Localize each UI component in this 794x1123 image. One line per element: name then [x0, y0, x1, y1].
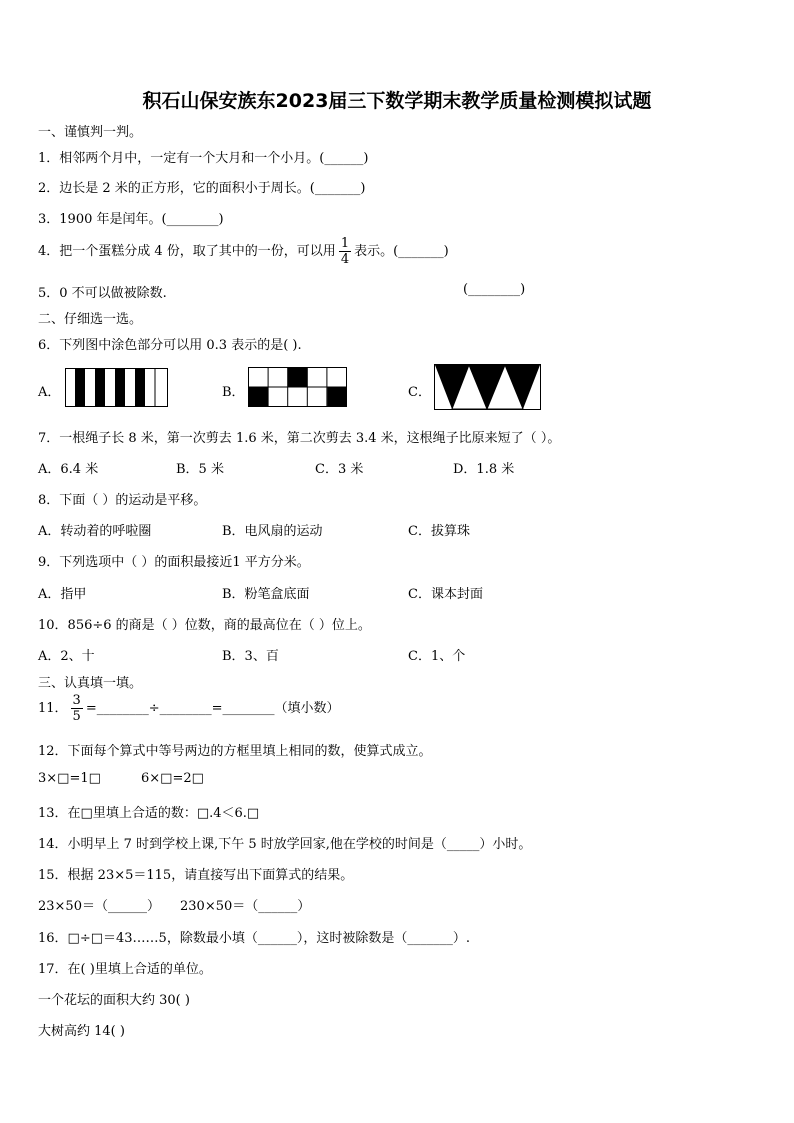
question-11: [38, 693, 340, 724]
q15-equation-2: 230×50＝（______）: [180, 899, 311, 914]
q7-option-d: D．1.8 米: [453, 462, 515, 477]
question-4-text: 4．把一个蛋糕分成 4 份，取了其中的一份，可以用: [38, 244, 336, 259]
q10-option-b: B．3、百: [222, 649, 279, 664]
question-16: 16．□÷□＝43……5，除数最小填（______），这时被除数是（_______）.: [38, 931, 470, 946]
q9-option-c: C．课本封面: [408, 587, 483, 602]
question-7: 7．一根绳子长 8 米，第一次剪去 1.6 米，第二次剪去 3.4 米，这根绳子比原来短了（ ）。: [38, 431, 561, 446]
q6-figure-c-triangles: [434, 364, 542, 411]
q12-equation-2: 6×□=2□: [141, 771, 204, 786]
fraction-denominator: 4: [340, 252, 350, 267]
q7-option-b: B．5 米: [176, 462, 224, 477]
q8-option-c: C．拔算珠: [408, 524, 470, 539]
q6-option-b-label: B．: [222, 385, 245, 400]
q9-option-a: A．指甲: [38, 587, 87, 602]
question-1: 1．相邻两个月中，一定有一个大月和一个小月。(______): [38, 151, 369, 166]
q6-figure-a-striped-bars: [65, 368, 169, 408]
question-6: 6．下列图中涂色部分可以用 0.3 表示的是( ).: [38, 338, 302, 353]
question-11-label: 11．: [38, 701, 68, 716]
question-12: 12．下面每个算式中等号两边的方框里填上相同的数，使算式成立。: [38, 744, 432, 759]
question-4: [38, 236, 449, 267]
question-5: 5．0 不可以做被除数.: [38, 286, 167, 301]
question-3: 3．1900 年是闰年。(________): [38, 212, 224, 227]
fraction-numerator: 3: [72, 693, 81, 708]
page-title: 积石山保安族东2023届三下数学期末教学质量检测模拟试题: [142, 90, 652, 112]
question-17: 17．在( )里填上合适的单位。: [38, 962, 212, 977]
section-heading-1: 一、谨慎判一判。: [38, 125, 143, 140]
q6-figure-b-grid: [248, 367, 348, 408]
fraction-numerator: 1: [340, 236, 350, 251]
fraction-denominator: 5: [72, 709, 81, 724]
question-9: 9．下列选项中（ ）的面积最接近1 平方分米。: [38, 555, 310, 570]
question-2: 2．边长是 2 米的正方形，它的面积小于周长。(_______): [38, 181, 366, 196]
q17-item-1: 一个花坛的面积大约 30( ): [38, 993, 190, 1008]
q15-equation-1: 23×50＝（______）: [38, 899, 160, 914]
q9-option-b: B．粉笔盒底面: [222, 587, 310, 602]
question-4-tail: 表示。(_______): [354, 244, 449, 259]
question-5-blank: (________): [463, 282, 526, 297]
q17-item-2: 大树高约 14( ): [38, 1024, 125, 1039]
q7-option-a: A．6.4 米: [38, 462, 99, 477]
q10-option-a: A．2、十: [38, 649, 95, 664]
section-heading-3: 三、认真填一填。: [38, 676, 143, 691]
question-8: 8．下面（ ）的运动是平移。: [38, 493, 207, 508]
question-13: 13．在□里填上合适的数：□.4＜6.□: [38, 806, 260, 821]
question-15: 15．根据 23×5＝115，请直接写出下面算式的结果。: [38, 868, 354, 883]
q10-option-c: C．1、个: [408, 649, 466, 664]
q12-equation-1: 3×□=1□: [38, 771, 101, 786]
fraction-three-fifths: [71, 693, 83, 724]
question-10: 10．856÷6 的商是（ ）位数，商的最高位在（ ）位上。: [38, 618, 371, 633]
q6-option-c-label: C．: [408, 385, 431, 400]
q8-option-a: A．转动着的呼啦圈: [38, 524, 152, 539]
question-14: 14．小明早上 7 时到学校上课,下午 5 时放学回家,他在学校的时间是（_____）小时。: [38, 837, 532, 852]
fraction-one-quarter: [339, 236, 351, 267]
question-11-blanks: =________÷________=________（填小数）: [85, 701, 340, 716]
q6-option-a-label: A．: [38, 385, 61, 400]
q7-option-c: C．3 米: [315, 462, 364, 477]
q8-option-b: B．电风扇的运动: [222, 524, 323, 539]
section-heading-2: 二、仔细选一选。: [38, 312, 143, 327]
